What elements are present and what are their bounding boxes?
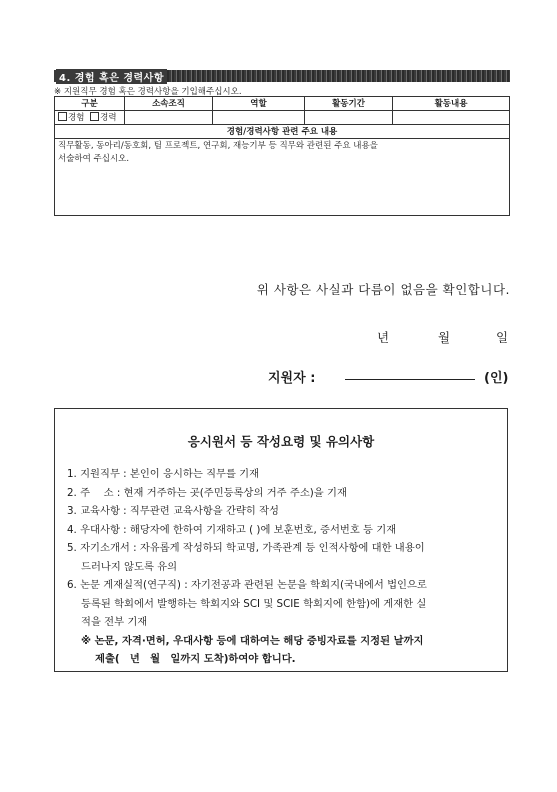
guideline-item: 6. 논문 게재실적(연구직) : 자기전공과 관련된 논문을 학회지(국내에서 법인으로 xyxy=(67,579,427,591)
experience-checkbox-label: 경험 xyxy=(68,112,85,123)
guideline-item: 2. 주 소 : 현재 거주하는 곳(주민등록상의 거주 주소)을 기재 xyxy=(67,486,347,499)
guideline-item: 5. 자기소개서 : 자유롭게 작성하되 학교명, 가족관계 등 인적사항에 대한 내용이 xyxy=(67,542,425,554)
confirmation-statement: 위 사항은 사실과 다름이 없음을 확인합니다. xyxy=(256,282,510,297)
guidelines-title: 응시원서 등 작성요령 및 유의사항 xyxy=(187,434,375,449)
header-activity: 활동내용 xyxy=(393,97,510,111)
category-cell xyxy=(55,111,125,125)
guideline-notice: ※ 논문, 자격·면허, 우대사항 등에 대하여는 해당 증빙자료를 지정된 날까지 xyxy=(81,634,424,647)
applicant-label: 지원자 : xyxy=(268,371,316,386)
header-period: 활동기간 xyxy=(305,97,393,111)
details-subheader: 경험/경력사항 관련 주요 내용 xyxy=(55,125,510,139)
description-field[interactable] xyxy=(55,139,510,216)
experience-checkbox[interactable] xyxy=(58,112,67,121)
guidelines-list xyxy=(67,465,503,669)
date-year-label: 년 xyxy=(377,330,390,345)
guideline-item: 1. 지원직무 : 본인이 응시하는 직무를 기재 xyxy=(67,468,260,480)
role-cell[interactable] xyxy=(213,111,305,125)
organization-cell[interactable] xyxy=(125,111,213,125)
guideline-item-continued: 등록된 학회에서 발행하는 학회지와 SCI 및 SCIE 학회지에 한함)에 게재한 실 xyxy=(81,597,427,610)
date-day-label: 일 xyxy=(496,330,509,345)
instruction-note: ※ 지원직무 경험 혹은 경력사항을 기입해주십시오. xyxy=(54,87,242,97)
period-cell[interactable] xyxy=(305,111,393,125)
header-organization: 소속조직 xyxy=(125,97,213,111)
guideline-notice-continued: 제출( 년 월 일까지 도착)하여야 합니다. xyxy=(95,653,296,665)
table-header-row xyxy=(55,97,510,111)
description-guide-line2: 서술하여 주십시오. xyxy=(58,154,130,164)
header-role: 역할 xyxy=(213,97,305,111)
guideline-item: 4. 우대사항 : 해당자에 한하여 기재하고 ( )에 보훈번호, 증서번호 등 기재 xyxy=(67,523,397,536)
header-category: 구분 xyxy=(55,97,125,111)
activity-cell[interactable] xyxy=(393,111,510,125)
section-title: 4. 경험 혹은 경력사항 xyxy=(56,69,167,84)
date-month-label: 월 xyxy=(438,330,451,345)
applicant-signature-line[interactable] xyxy=(345,379,475,380)
section-header-bar xyxy=(54,70,510,82)
description-row xyxy=(55,139,510,216)
guideline-item: 3. 교육사항 : 직무관련 교육사항을 간략히 작성 xyxy=(67,505,279,517)
guideline-item-continued: 적을 전부 기재 xyxy=(81,616,148,628)
table-row xyxy=(55,111,510,125)
description-guide-line1: 직무활동, 동아리/동호회, 팀 프로젝트, 연구회, 재능기부 등 직무와 관련된 주요 내용을 xyxy=(58,141,378,151)
subheader-row xyxy=(55,125,510,139)
seal-label: (인) xyxy=(484,371,509,386)
career-checkbox-label: 경력 xyxy=(100,112,117,123)
experience-table xyxy=(54,96,510,216)
guidelines-box xyxy=(54,408,508,672)
career-checkbox[interactable] xyxy=(90,112,99,121)
guideline-item-continued: 드러나지 않도록 유의 xyxy=(81,560,178,573)
